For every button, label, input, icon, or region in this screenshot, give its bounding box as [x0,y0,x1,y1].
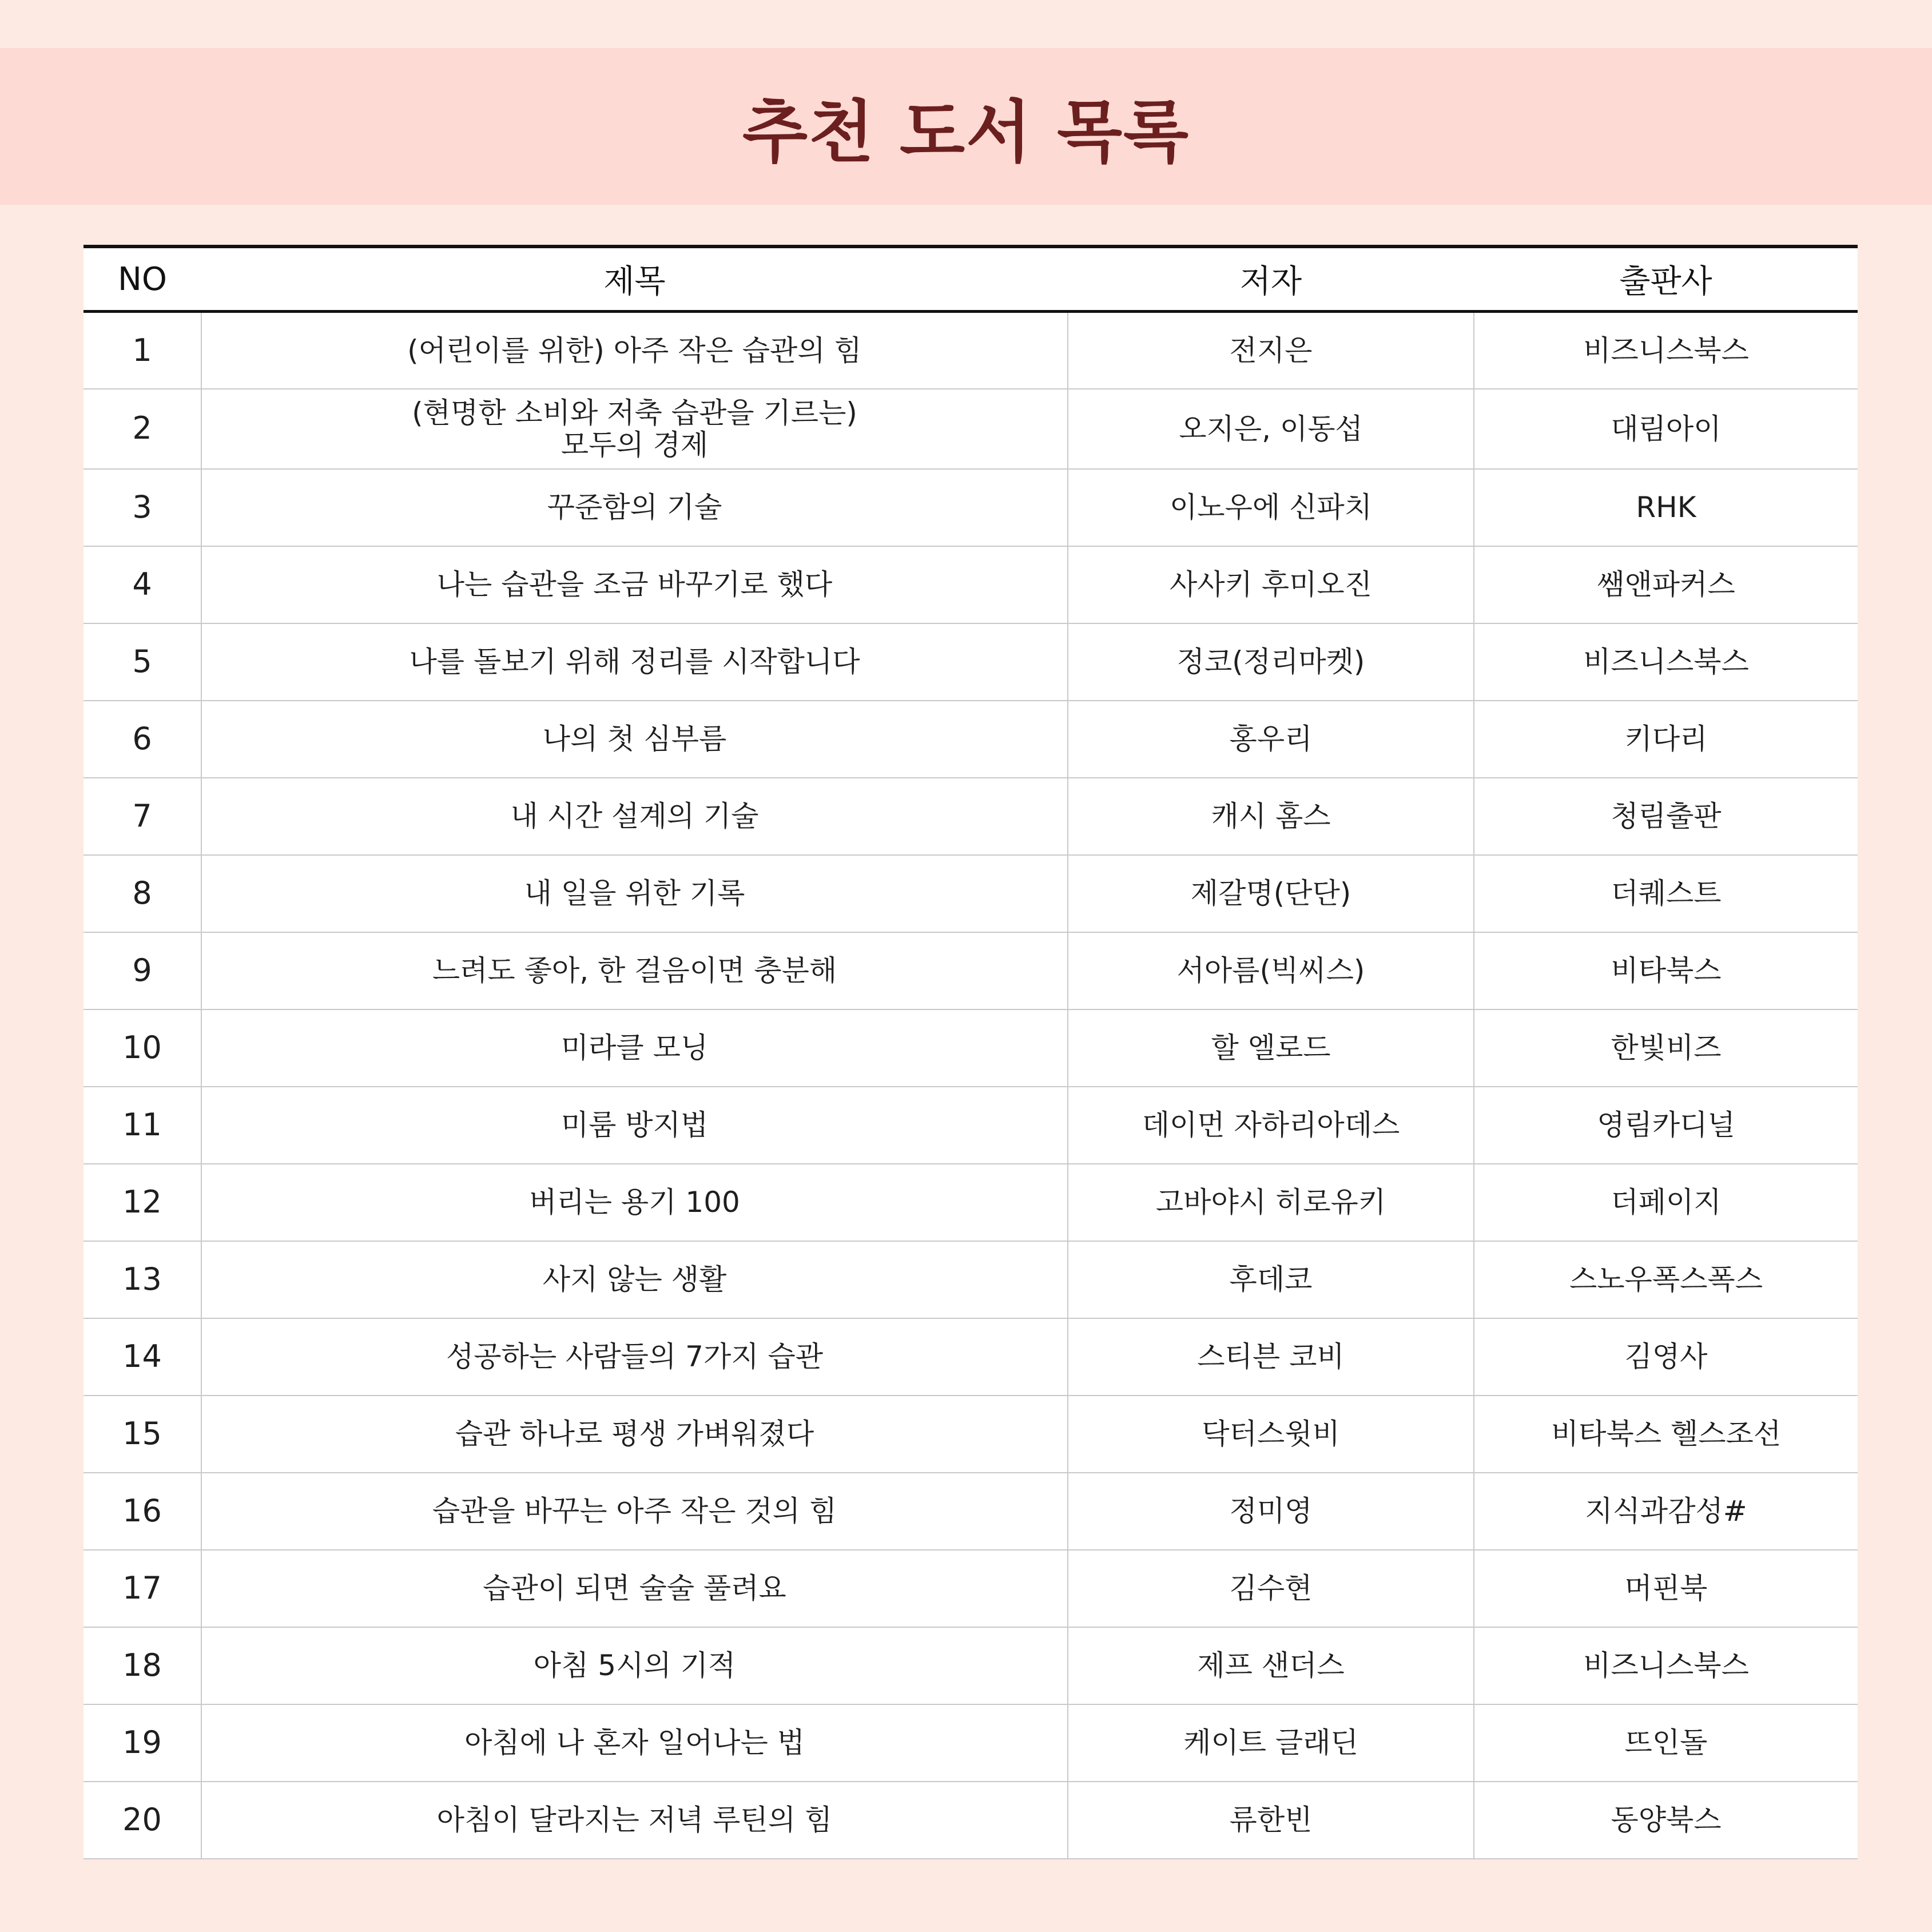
cell-no: 9 [84,932,201,1009]
title-text: 사지 않는 생활 [542,1263,727,1296]
table-row [84,389,1858,469]
cell-title [201,1318,1068,1396]
cell-title [201,1087,1068,1164]
cell-publisher: 김영사 [1474,1318,1858,1396]
table-row [84,469,1858,546]
cell-title [201,778,1068,855]
table-row [84,855,1858,932]
table-row [84,701,1858,778]
cell-no: 10 [84,1009,201,1087]
cell-title [201,1241,1068,1318]
column-header-no: NO [84,247,201,312]
cell-publisher: 청림출판 [1474,778,1858,855]
cell-no: 17 [84,1550,201,1627]
table-row [84,623,1858,701]
cell-title [201,469,1068,546]
cell-title [201,1009,1068,1087]
cell-author: 데이먼 자하리아데스 [1068,1087,1474,1164]
cell-author: 홍우리 [1068,701,1474,778]
book-list-table [84,245,1858,1859]
cell-title [201,1396,1068,1473]
cell-author: 전지은 [1068,312,1474,389]
table-row [84,1782,1858,1859]
cell-title [201,1782,1068,1859]
table-row [84,1550,1858,1627]
title-text: 아침이 달라지는 저녁 루틴의 힘 [436,1803,833,1836]
title-text: 습관이 되면 술술 풀려요 [483,1572,786,1605]
cell-author: 할 엘로드 [1068,1009,1474,1087]
cell-no: 13 [84,1241,201,1318]
cell-publisher: 비즈니스북스 [1474,1627,1858,1704]
title-text: 나는 습관을 조금 바꾸기로 했다 [436,568,833,601]
title-text: 미라클 모닝 [560,1031,709,1064]
cell-no: 4 [84,546,201,623]
cell-no: 5 [84,623,201,701]
cell-no: 20 [84,1782,201,1859]
title-text: 나를 돌보기 위해 정리를 시작합니다 [409,645,860,678]
table-row [84,546,1858,623]
cell-no: 11 [84,1087,201,1164]
cell-author: 제프 샌더스 [1068,1627,1474,1704]
cell-publisher: 비즈니스북스 [1474,312,1858,389]
cell-publisher: 더퀘스트 [1474,855,1858,932]
table-row [84,1241,1858,1318]
cell-no: 3 [84,469,201,546]
title-text: 성공하는 사람들의 7가지 습관 [446,1340,824,1373]
title-text: 습관 하나로 평생 가벼워졌다 [455,1417,814,1450]
page-title: 추천 도서 목록 [742,93,1190,172]
cell-title [201,1473,1068,1550]
cell-publisher: 머핀북 [1474,1550,1858,1627]
title-text: 버리는 용기 100 [529,1186,740,1219]
cell-author: 케이트 글래딘 [1068,1704,1474,1782]
header-row [84,247,1858,312]
cell-publisher: 비타북스 헬스조선 [1474,1396,1858,1473]
table-row [84,932,1858,1009]
cell-title [201,1550,1068,1627]
cell-publisher: 스노우폭스폭스 [1474,1241,1858,1318]
cell-publisher: 뜨인돌 [1474,1704,1858,1782]
cell-publisher: 영림카디널 [1474,1087,1858,1164]
table-row [84,1704,1858,1782]
cell-title [201,1704,1068,1782]
cell-author: 이노우에 신파치 [1068,469,1474,546]
title-text: 나의 첫 심부름 [542,722,727,756]
cell-title [201,1627,1068,1704]
title-text: 내 일을 위한 기록 [524,877,745,910]
cell-title [201,932,1068,1009]
cell-no: 1 [84,312,201,389]
cell-author: 닥터스윗비 [1068,1396,1474,1473]
cell-publisher: RHK [1474,469,1858,546]
cell-author: 서아름(빅씨스) [1068,932,1474,1009]
table-row [84,1318,1858,1396]
cell-publisher: 동양북스 [1474,1782,1858,1859]
table-row [84,1164,1858,1241]
cell-no: 7 [84,778,201,855]
cell-publisher: 비타북스 [1474,932,1858,1009]
cell-author: 고바야시 히로유키 [1068,1164,1474,1241]
cell-publisher: 쌤앤파커스 [1474,546,1858,623]
cell-author: 캐시 홈스 [1068,778,1474,855]
cell-title [201,855,1068,932]
cell-no: 8 [84,855,201,932]
cell-publisher: 대림아이 [1474,389,1858,469]
column-header-title: 제목 [201,247,1068,312]
cell-author: 스티븐 코비 [1068,1318,1474,1396]
cell-no: 16 [84,1473,201,1550]
cell-title [201,623,1068,701]
table-row [84,1396,1858,1473]
title-text: 아침 5시의 기적 [533,1649,736,1682]
table-row [84,778,1858,855]
cell-no: 15 [84,1396,201,1473]
cell-title [201,389,1068,469]
title-text: 습관을 바꾸는 아주 작은 것의 힘 [432,1494,837,1528]
cell-title [201,312,1068,389]
cell-title [201,1164,1068,1241]
cell-author: 제갈명(단단) [1068,855,1474,932]
cell-title [201,546,1068,623]
cell-author: 정코(정리마켓) [1068,623,1474,701]
column-header-author: 저자 [1068,247,1474,312]
title-banner [0,48,1932,205]
cell-publisher: 한빛비즈 [1474,1009,1858,1087]
title-text: (어린이를 위한) 아주 작은 습관의 힘 [407,333,862,367]
cell-publisher: 비즈니스북스 [1474,623,1858,701]
cell-title [201,701,1068,778]
title-text: 꾸준함의 기술 [547,491,722,524]
cell-author: 정미영 [1068,1473,1474,1550]
cell-author: 사사키 후미오진 [1068,546,1474,623]
cell-author: 류한빈 [1068,1782,1474,1859]
title-text: 느려도 좋아, 한 걸음이면 충분해 [432,954,837,987]
cell-publisher: 더페이지 [1474,1164,1858,1241]
cell-no: 2 [84,389,201,469]
cell-author: 오지은, 이동섭 [1068,389,1474,469]
cell-no: 6 [84,701,201,778]
cell-author: 후데코 [1068,1241,1474,1318]
cell-publisher: 지식과감성# [1474,1473,1858,1550]
table-header [84,247,1858,312]
table-row [84,312,1858,389]
title-text-line-2: 모두의 경제 [560,428,709,462]
cell-no: 19 [84,1704,201,1782]
table-row [84,1087,1858,1164]
cell-no: 12 [84,1164,201,1241]
title-text: 내 시간 설계의 기술 [510,800,759,833]
title-text-line-1: (현명한 소비와 저축 습관을 기르는) [412,396,857,430]
cell-publisher: 키다리 [1474,701,1858,778]
title-text: 아침에 나 혼자 일어나는 법 [464,1726,805,1759]
title-text: 미룸 방지법 [560,1108,709,1142]
cell-no: 14 [84,1318,201,1396]
cell-author: 김수현 [1068,1550,1474,1627]
table-row [84,1627,1858,1704]
table-body [84,312,1858,1859]
column-header-publisher: 출판사 [1474,247,1858,312]
cell-no: 18 [84,1627,201,1704]
table-row [84,1473,1858,1550]
table-row [84,1009,1858,1087]
